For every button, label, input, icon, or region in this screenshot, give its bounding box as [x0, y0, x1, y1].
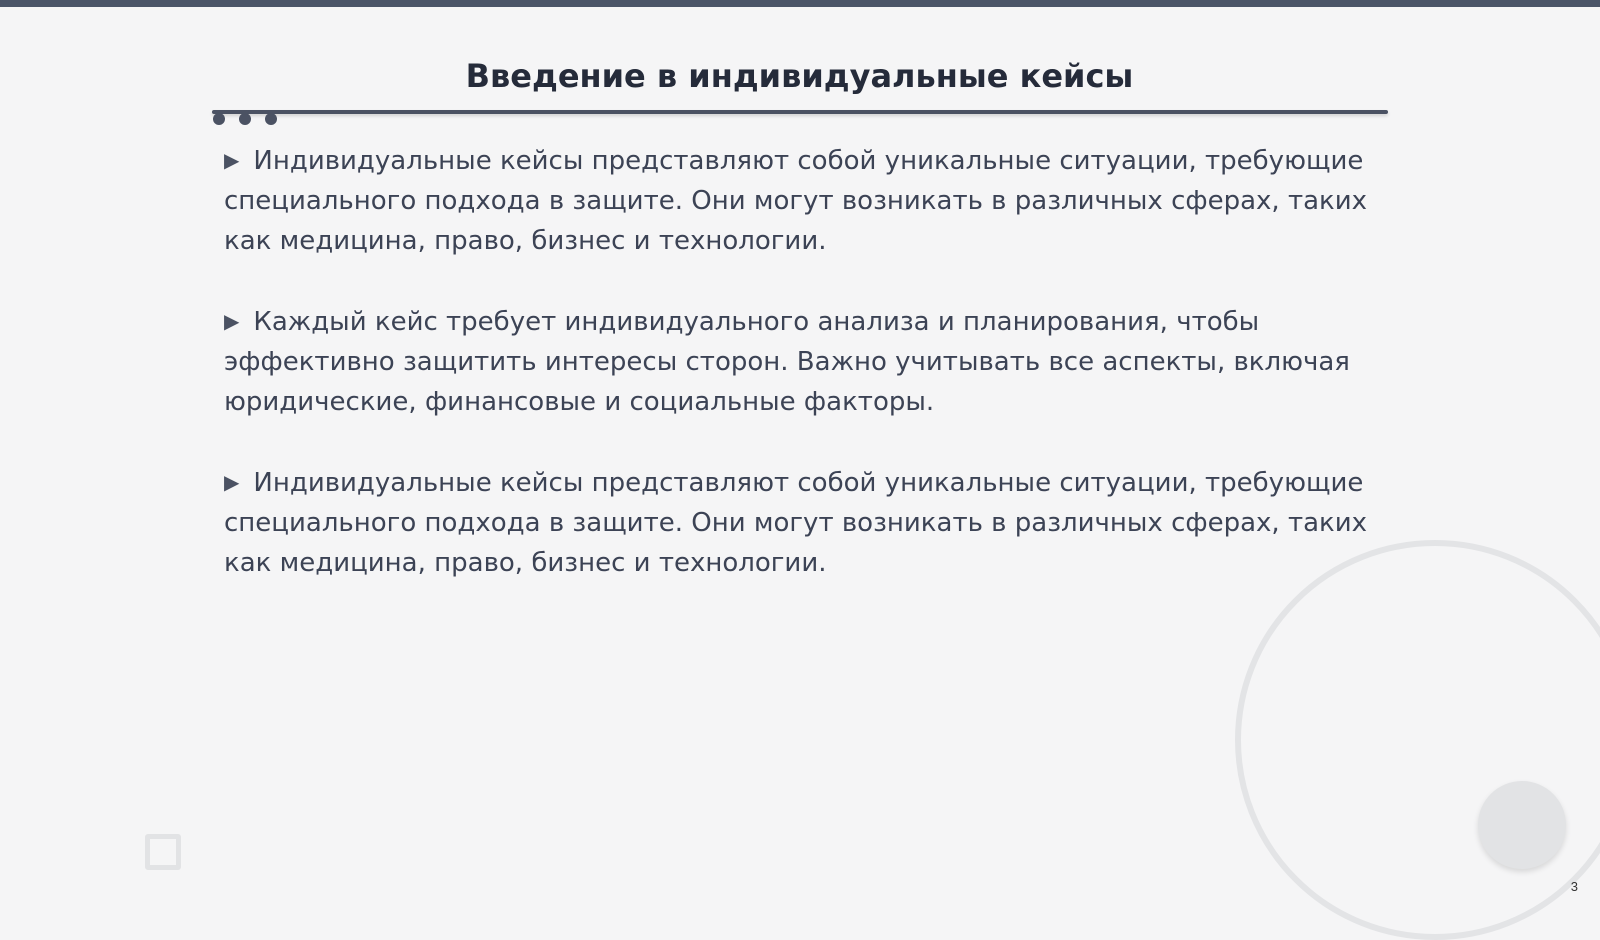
bullet-list: [224, 140, 1374, 623]
underline-dot: [213, 113, 225, 125]
slide-title: Введение в индивидуальные кейсы: [465, 57, 1134, 95]
decorative-square: [145, 834, 181, 870]
underline-dot: [265, 113, 277, 125]
triangle-bullet-icon: ▶: [224, 470, 240, 494]
bullet-text: Каждый кейс требует индивидуального анализа и планирования, чтобы эффективно защитить интересы сторон. Важно учитывать все аспекты, включая юридические, финансовые и социальные факторы.: [224, 307, 1350, 417]
triangle-bullet-icon: ▶: [224, 148, 240, 172]
bullet-item: [224, 301, 1374, 422]
bullet-text: Индивидуальные кейсы представляют собой уникальные ситуации, требующие специального подхода в защите. Они могут возникать в различных сферах, таких как медицина, право, бизнес и технологии.: [224, 146, 1368, 256]
top-accent-bar: [0, 0, 1600, 7]
bullet-text: Индивидуальные кейсы представляют собой уникальные ситуации, требующие специального подхода в защите. Они могут возникать в различных сферах, таких как медицина, право, бизнес и технологии.: [224, 468, 1368, 578]
title-underline: [212, 110, 1388, 114]
decorative-circle: [1478, 781, 1566, 869]
page-number: 3: [1570, 879, 1578, 894]
underline-dot: [239, 113, 251, 125]
bullet-item: [224, 140, 1374, 261]
bullet-item: [224, 462, 1374, 583]
triangle-bullet-icon: ▶: [224, 309, 240, 333]
